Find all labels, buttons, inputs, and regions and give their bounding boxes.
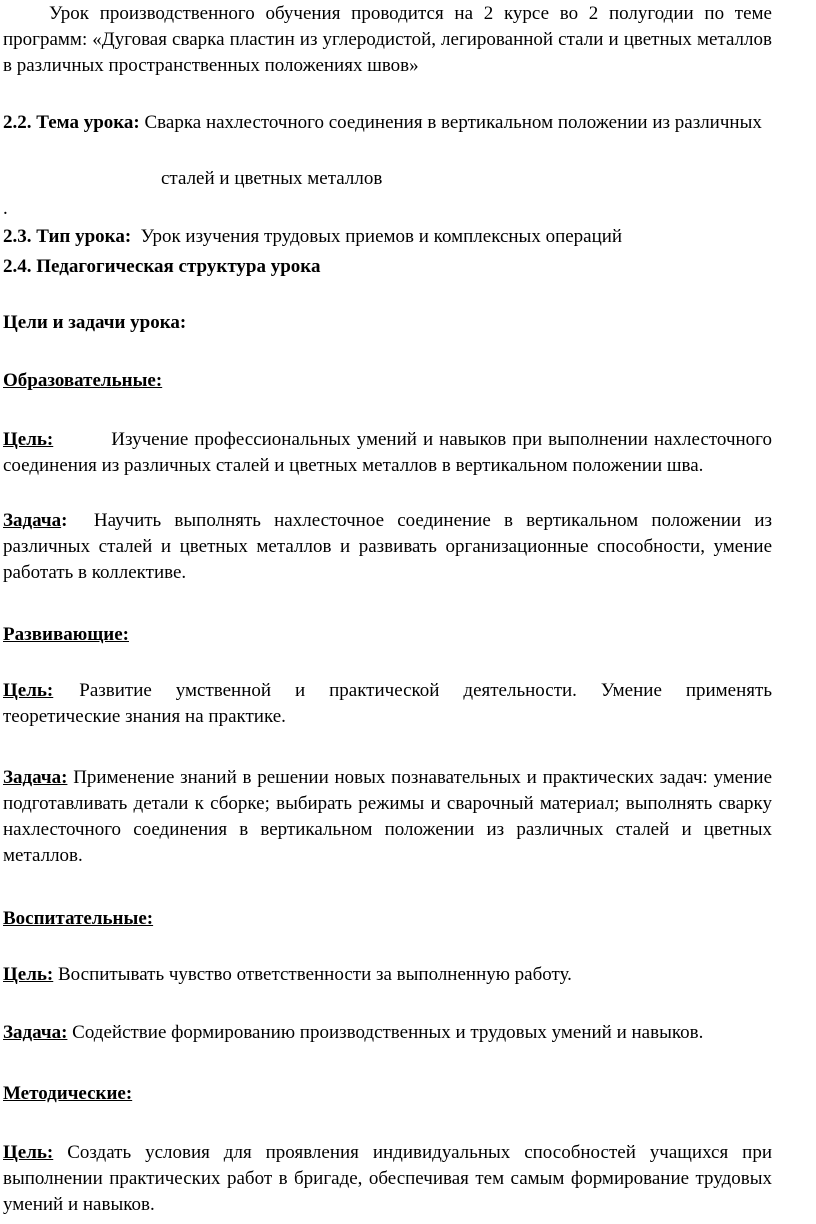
- upbringing-heading: Воспитательные:: [3, 908, 154, 929]
- developing-goal-text: Развитие умственной и практической деятельности. Умение применять теоретические знания на практике.: [3, 680, 772, 727]
- upbringing-task-label: Задача:: [3, 1022, 68, 1043]
- educational-task-text: Научить выполнять нахлесточное соединение в вертикальном положении из различных сталей и цветных металлов и развивать организационные способности, умение работать в коллективе.: [3, 510, 772, 583]
- educational-task-colon: :: [61, 510, 68, 531]
- upbringing-goal-label: Цель:: [3, 964, 54, 985]
- intro-paragraph: Урок производственного обучения проводится на 2 курсе во 2 полугодии по теме программ: «Дуговая сварка пластин из углеродистой, легированной стали и цветных металлов в различных пространственных положениях швов»: [3, 3, 772, 76]
- lesson-topic: [3, 110, 772, 136]
- developing-task-text: Применение знаний в решении новых познавательных и практических задач: умение подготавливать детали к сборке; выбирать режимы и сварочный материал; выполнять сварку нахлесточного соединения в вертикальном положении из различных сталей и цветных металлов.: [3, 767, 773, 866]
- lesson-type: [3, 224, 772, 250]
- educational-goal-text: Изучение профессиональных умений и навыков при выполнении нахлесточного соединения из различных сталей и цветных металлов в вертикальном положении шва.: [3, 429, 772, 476]
- methodical-heading: Методические:: [3, 1083, 133, 1104]
- stray-dot: .: [3, 198, 8, 219]
- methodical-goal: [3, 1140, 772, 1218]
- pedagogical-structure: 2.4. Педагогическая структура урока: [3, 256, 321, 277]
- developing-goal-label: Цель:: [3, 680, 54, 701]
- developing-task-label: Задача:: [3, 767, 68, 788]
- upbringing-task: [3, 1020, 772, 1046]
- educational-task: [3, 508, 772, 586]
- methodical-goal-label: Цель:: [3, 1142, 54, 1163]
- goals-title: Цели и задачи урока:: [3, 312, 187, 333]
- upbringing-goal-text: Воспитывать чувство ответственности за выполненную работу.: [58, 964, 572, 985]
- type-label: 2.3. Тип урока:: [3, 226, 132, 247]
- educational-goal: [3, 427, 772, 479]
- methodical-goal-text: Создать условия для проявления индивидуальных способностей учащихся при выполнении практических работ в бригаде, обеспечивая тем самым формирование трудовых умений и навыков.: [3, 1142, 773, 1215]
- type-text: Урок изучения трудовых приемов и комплексных операций: [140, 226, 623, 247]
- upbringing-goal: [3, 962, 772, 988]
- educational-task-label: Задача: [3, 510, 62, 531]
- topic-text: Сварка нахлесточного соединения в вертикальном положении из различных: [144, 112, 762, 133]
- topic-label: 2.2. Тема урока:: [3, 112, 140, 133]
- developing-heading: Развивающие:: [3, 624, 129, 645]
- developing-task: [3, 765, 772, 869]
- developing-goal: [3, 678, 772, 730]
- educational-goal-label: Цель:: [3, 429, 54, 450]
- topic-continuation: сталей и цветных металлов: [161, 168, 383, 189]
- educational-heading: Образовательные:: [3, 370, 163, 391]
- upbringing-task-text: Содействие формированию производственных и трудовых умений и навыков.: [72, 1022, 704, 1043]
